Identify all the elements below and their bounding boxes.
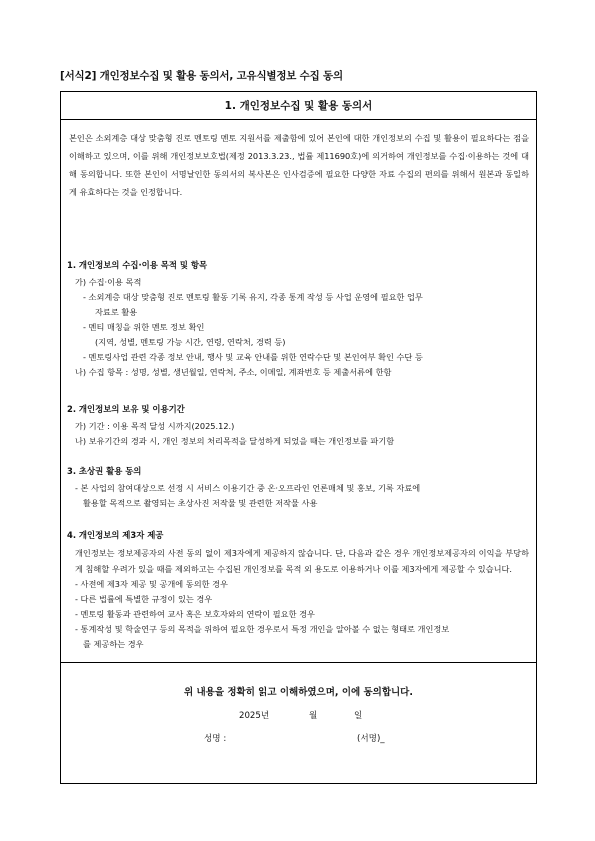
section-heading: 3. 초상권 활용 동의: [67, 466, 142, 476]
section-portrait-rights: [67, 464, 529, 511]
purpose-label: 가) 수집·이용 목적: [75, 277, 142, 287]
purpose-item-cont: 자료로 활용: [95, 307, 138, 317]
section-third-party: [67, 528, 529, 652]
signature-label: (서명)_: [357, 734, 385, 744]
section-heading: 1. 개인정보의 수집·이용 목적 및 항목: [67, 260, 208, 270]
retention-period: 가) 기간 : 이용 목적 달성 시까지(2025.12.): [75, 421, 235, 431]
purpose-item: - 소외계층 대상 맞춤형 진로 멘토링 활동 기록 유지, 각종 통계 작성 등 사업 운영에 필요한 업무: [83, 292, 423, 302]
purpose-item: - 멘토링사업 관련 각종 정보 안내, 행사 및 교육 안내를 위한 연락수단 및 본인여부 확인 수단 등: [83, 352, 423, 362]
section-heading: 2. 개인정보의 보유 및 이용기간: [67, 404, 185, 414]
section-collection-purpose: [67, 258, 529, 380]
third-party-item: - 멘토링 활동과 관련하여 교사 혹은 보호자와의 연락이 필요한 경우: [75, 609, 315, 619]
portrait-text: - 본 사업의 참여대상으로 선정 시 서비스 이용기간 중 온·오프라인 언론매체 및 홍보, 기록 자료에: [75, 483, 421, 493]
section-retention: [67, 402, 529, 449]
consent-form-box: [60, 91, 537, 784]
date-year: 2025년: [239, 711, 270, 721]
intro-paragraph: 본인은 소외계층 대상 맞춤형 진로 멘토링 멘토 지원서를 제출함에 있어 본인에 대한 개인정보의 수집 및 활용이 필요하다는 점을 이해하고 있으며, 이를 위해 개인정보보호법(제정 2013.3.23., 법률 제11690호)에 의거하여 개인정보를 수집·이용하는 것에 대해 동의합니다. 또한 본인이 서명날인한 동의서의 복사본은 인사검증에 필요한 다양한 자료 수집의 편의를 위해서 원본과 동일하게 유효하다는 것을 인정합니다.: [69, 133, 529, 197]
name-label: 성명 :: [204, 734, 227, 744]
third-party-item-cont: 를 제공하는 경우: [83, 639, 144, 649]
third-party-paragraph: 개인정보는 정보제공자의 사전 동의 없이 제3자에게 제공하지 않습니다. 단, 다음과 같은 경우 개인정보제공자의 이익을 부당하게 침해할 우려가 있을 때를 제외하고는 수집된 개인정보를 목적 외 용도로 이용하거나 이를 제3자에게 제공할 수 있습니다.: [75, 548, 529, 574]
third-party-item: - 다른 법률에 특별한 규정이 있는 경우: [75, 594, 213, 604]
consent-body: [61, 120, 536, 663]
third-party-item: - 사전에 제3자 제공 및 공개에 동의한 경우: [75, 579, 228, 589]
third-party-item: - 통계작성 및 학술연구 등의 목적을 위하여 필요한 경우로서 특정 개인을 알아볼 수 없는 형태로 개인정보: [75, 624, 450, 634]
section-heading: 4. 개인정보의 제3자 제공: [67, 530, 164, 540]
date-month: 월: [309, 711, 318, 721]
retention-destroy: 나) 보유기간의 경과 시, 개인 정보의 처리목적을 달성하게 되었을 때는 개인정보를 파기함: [75, 436, 395, 446]
date-day: 일: [354, 711, 363, 721]
box-title: 1. 개인정보수집 및 활용 동의서: [61, 92, 536, 120]
purpose-item: - 멘티 매칭을 위한 멘토 정보 확인: [83, 322, 205, 332]
portrait-text-cont: 활용할 목적으로 촬영되는 초상사진 저작물 및 관련한 저작물 사용: [83, 498, 318, 508]
collected-items: 나) 수집 항목 : 성명, 성별, 생년월일, 연락처, 주소, 이메일, 계좌번호 등 제출서류에 한함: [75, 367, 392, 377]
purpose-item-sub: (지역, 성별, 멘토링 가능 시간, 연령, 연락처, 경력 등): [95, 337, 286, 347]
document-title: [서식2] 개인정보수집 및 활용 동의서, 고유식별정보 수집 동의: [60, 70, 343, 82]
signature-area: [61, 663, 536, 784]
agreement-statement: 위 내용을 정확히 읽고 이해하였으며, 이에 동의합니다.: [184, 687, 413, 698]
